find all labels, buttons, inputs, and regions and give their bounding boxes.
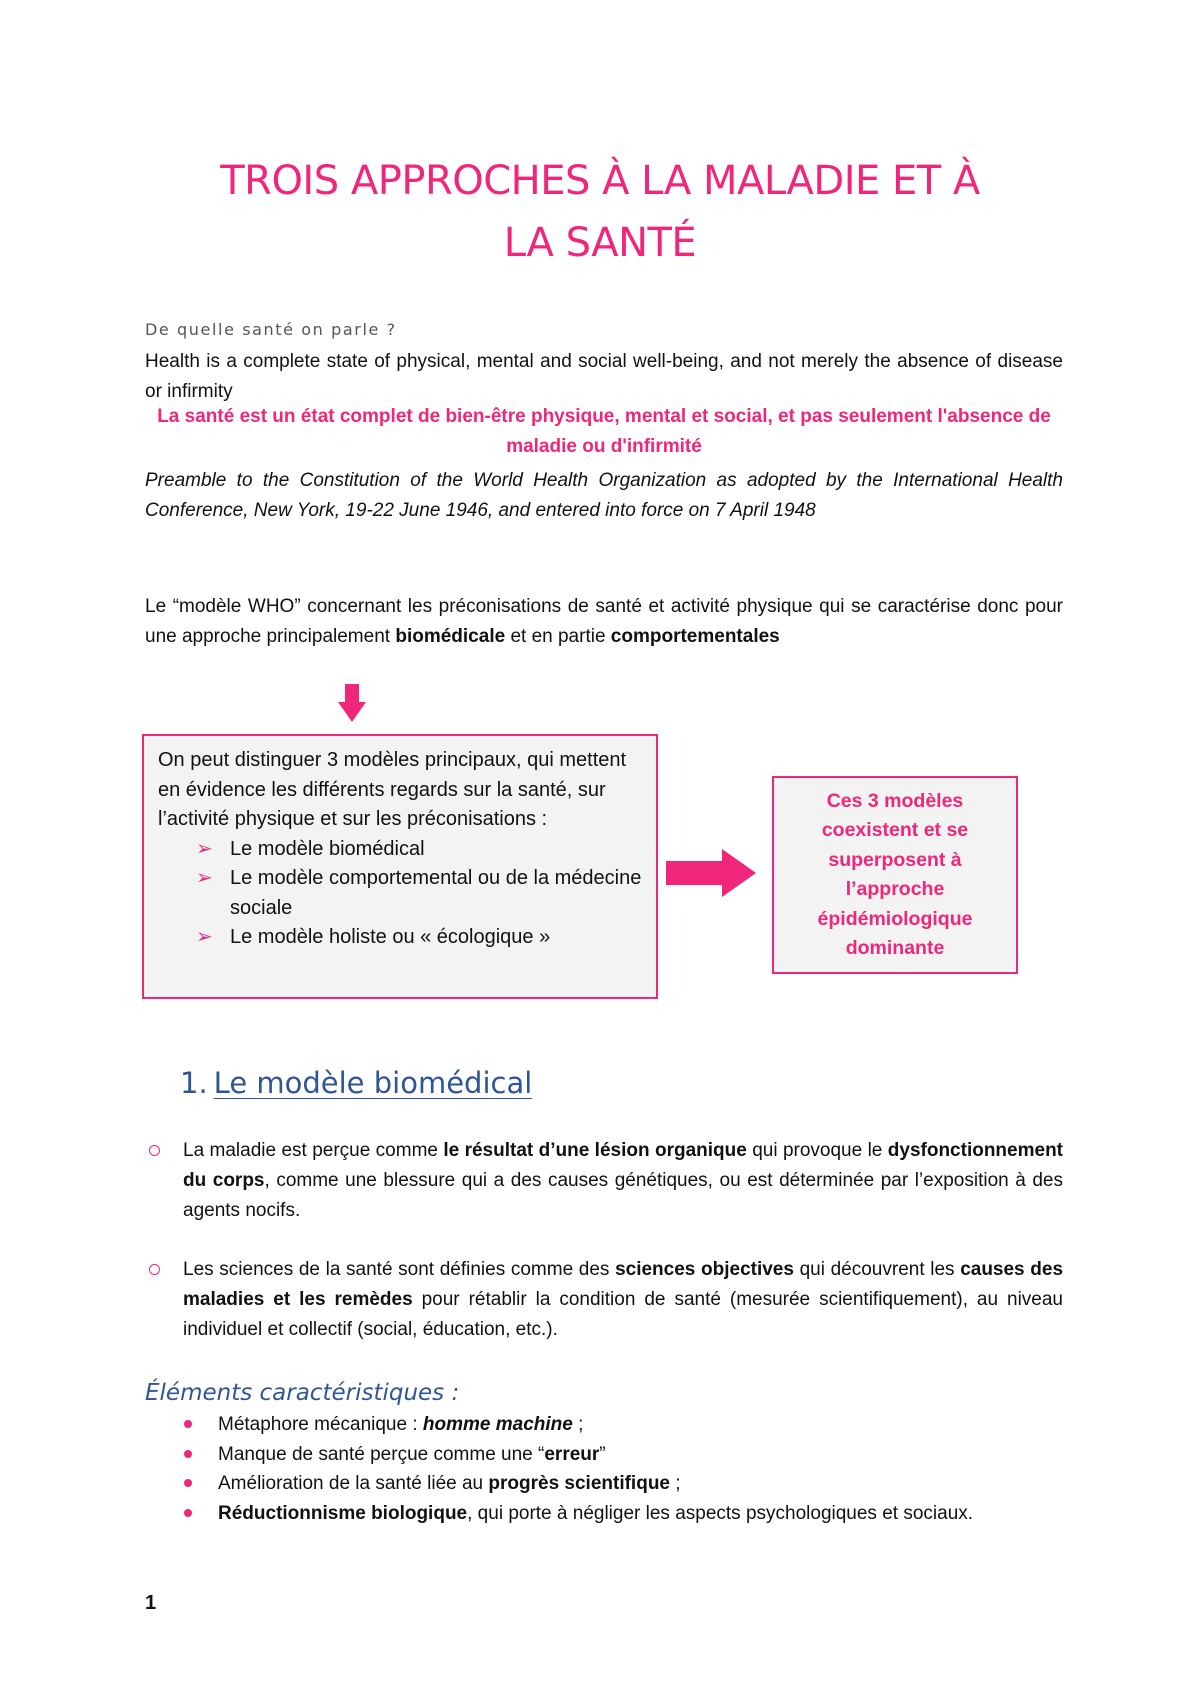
text-run: ” xyxy=(599,1443,606,1465)
elements-heading: Éléments caractéristiques : xyxy=(145,1380,460,1406)
list-item xyxy=(184,1499,1063,1529)
text-run: pour rétablir la condition de santé (mesurée scientifiquement), au niveau individuel et collectif (social, éducation, etc.). xyxy=(183,1289,1063,1340)
arrowhead-bullet-icon: ➢ xyxy=(196,837,213,860)
bold-run: causes des maladies et les remèdes xyxy=(183,1259,1064,1310)
elements-list xyxy=(184,1410,1063,1528)
title-line-1: TROIS APPROCHES À LA MALADIE ET À xyxy=(220,158,980,204)
who-model-biomedicale: biomédicale xyxy=(395,625,506,647)
text-run: , qui porte à négliger les aspects psychologiques et sociaux. xyxy=(467,1502,974,1524)
models-list-item-label: Le modèle holiste ou « écologique » xyxy=(230,926,551,948)
dot-bullet-icon xyxy=(184,1450,192,1458)
text-run: Manque de santé perçue comme une “ xyxy=(218,1443,545,1465)
bold-run: progrès scientifique xyxy=(488,1473,670,1494)
list-item xyxy=(145,1255,1063,1345)
coexist-box xyxy=(772,776,1018,974)
who-definition-source: Preamble to the Constitution of the World Health Organization as adopted by the International Health Conference, New York, 19-22 June 1946, and entered into force on 7 April 1948 xyxy=(145,470,1063,521)
title-line-2: LA SANTÉ xyxy=(503,220,697,266)
biomedical-points-list xyxy=(145,1136,1063,1226)
list-item xyxy=(145,1136,1063,1226)
dot-bullet-icon xyxy=(184,1479,192,1487)
list-item xyxy=(184,1440,1063,1470)
text-run: , comme une blessure qui a des causes génétiques, ou est déterminée par l’exposition à des agents nocifs. xyxy=(183,1170,1063,1221)
text-run: ; xyxy=(572,1414,584,1435)
right-arrow-icon xyxy=(666,849,756,897)
models-list-item xyxy=(196,864,642,923)
bold-run: Réductionnisme biologique xyxy=(218,1502,468,1524)
subheading: De quelle santé on parle ? xyxy=(145,320,397,339)
section-title: Le modèle biomédical xyxy=(213,1066,533,1100)
models-list xyxy=(158,835,642,953)
section-heading-biomedical xyxy=(180,1066,532,1100)
text-run: qui découvrent les xyxy=(793,1259,961,1280)
arrowhead-bullet-icon: ➢ xyxy=(196,926,213,948)
bold-run: le résultat d’une lésion organique xyxy=(443,1140,747,1161)
text-run: La maladie est perçue comme xyxy=(183,1140,444,1161)
text-run: qui provoque le xyxy=(746,1140,888,1161)
text-run: ; xyxy=(670,1473,681,1494)
who-definition-french: La santé est un état complet de bien-être physique, mental et social, et pas seulement l'absence de maladie ou d'infirmité xyxy=(157,406,1051,457)
down-arrow-icon xyxy=(338,684,366,722)
page-title xyxy=(130,150,1070,274)
bold-run: erreur xyxy=(544,1443,600,1465)
who-definition-english: Health is a complete state of physical, mental and social well-being, and not merely the absence of disease or infirmity xyxy=(145,351,1063,402)
circle-bullet-icon xyxy=(149,1145,160,1156)
models-box xyxy=(142,734,658,999)
dot-bullet-icon xyxy=(184,1420,192,1428)
section-number: 1. xyxy=(180,1066,208,1100)
dot-bullet-icon xyxy=(184,1509,192,1517)
list-item xyxy=(184,1410,1063,1440)
models-box-intro: On peut distinguer 3 modèles principaux, qui mettent en évidence les différents regards sur la santé, sur l’activité physique et sur les préconisations : xyxy=(158,749,627,830)
who-model-comportementales: comportementales xyxy=(610,625,780,647)
models-list-item xyxy=(196,923,642,953)
text-run: Amélioration de la santé liée au xyxy=(218,1473,489,1494)
text-run: Métaphore mécanique : xyxy=(218,1414,423,1435)
who-model-paragraph xyxy=(145,592,1063,651)
text-run: Les sciences de la santé sont définies comme des xyxy=(183,1259,616,1280)
arrowhead-bullet-icon: ➢ xyxy=(196,867,213,889)
page-number: 1 xyxy=(145,1592,157,1614)
list-item xyxy=(184,1469,1063,1499)
models-list-item-label: Le modèle biomédical xyxy=(230,837,425,860)
bold-italic-run: homme machine xyxy=(422,1414,573,1435)
circle-bullet-icon xyxy=(149,1264,160,1275)
bold-run: sciences objectives xyxy=(615,1259,794,1280)
bold-run: dysfonctionnement du corps xyxy=(183,1140,1063,1191)
models-list-item-label: Le modèle comportemental ou de la médecine sociale xyxy=(230,867,642,919)
who-model-intro: Le “modèle WHO” concernant les préconisations de santé et activité physique qui se caractérise donc pour une approche principalement xyxy=(145,596,1063,647)
models-list-item xyxy=(196,835,642,865)
who-model-middle: et en partie xyxy=(505,625,611,647)
coexist-box-text: Ces 3 modèles coexistent et se superposent à l’approche épidémiologique dominante xyxy=(817,789,973,959)
biomedical-points-list-2 xyxy=(145,1255,1063,1345)
